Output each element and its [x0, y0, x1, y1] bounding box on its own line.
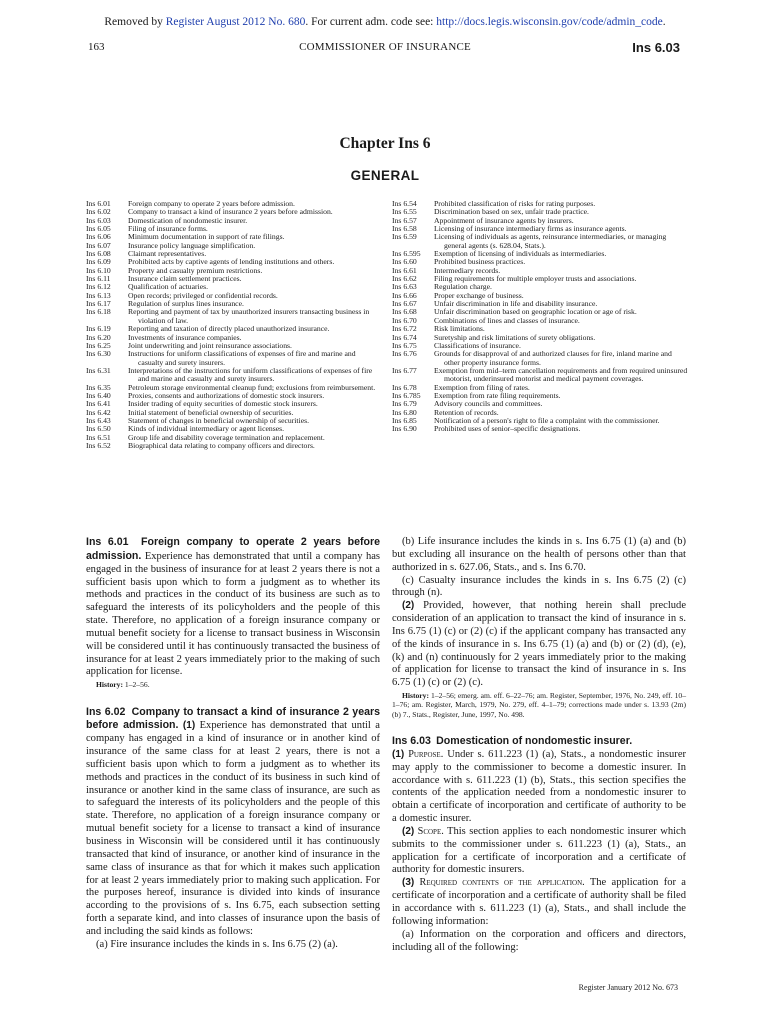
toc-entry-title: Company to transact a kind of insurance 2 years before admission. — [128, 207, 333, 217]
toc-entry-number: Ins 6.595 — [392, 249, 421, 259]
section-text: Experience has demonstrated that until a company has engaged in the business of insurance for at least 2 years there is not a sufficient basis upon which to form a judgment as to whether its methods and practices in the conduct of its business are such as to safeguard the interests of its policyholders and the people of this state. Therefore, no application of a foreign insurance company or mutual benefit society for a license to transact business in Wisconsin will be considered until it has continuously transacted the business of insurance for at least 2 years immediately prior to the making of such application for license. — [86, 550, 380, 678]
toc-entry-number: Ins 6.85 — [392, 415, 417, 425]
toc-entry-title: Regulation charge. — [434, 282, 492, 292]
notice-prefix: Removed by — [104, 16, 166, 28]
subsection-number: (2) — [402, 825, 415, 837]
toc-entry-title: Exemption from rate filing requirements. — [434, 390, 561, 400]
toc-entry-title: Licensing of individuals as agents, reinsurance intermediaries, or managing general agents (s. 628.04, Stats.). — [434, 232, 667, 250]
toc-entry-number: Ins 6.57 — [392, 215, 417, 225]
subsection-name: Required contents of the application. — [419, 877, 585, 889]
toc-entry-number: Ins 6.02 — [86, 207, 111, 217]
toc-right-column — [392, 200, 688, 434]
history-text: 1–2–56. — [124, 680, 150, 690]
toc-entry-number: Ins 6.59 — [392, 232, 417, 242]
toc-entry-number: Ins 6.66 — [392, 290, 417, 300]
toc-entry-number: Ins 6.12 — [86, 282, 111, 292]
toc-entry-number: Ins 6.11 — [86, 274, 111, 284]
toc-entry-title: Suretyship and risk limitations of surety obligations. — [434, 332, 596, 342]
notice-suffix: . — [662, 16, 666, 28]
toc-entry-title: Open records; privileged or confidential records. — [128, 290, 278, 300]
subsection-name: Scope. — [417, 825, 444, 837]
toc-entry-title: Interpretations of the instructions for uniform classifications of expenses of fire and marine and casualty and surety insurers. — [128, 365, 373, 384]
toc-entry-title: Instructions for uniform classifications of expenses of fire and marine and casualty and surety insurers. — [128, 349, 356, 367]
section-title: Company to transact a kind of insurance 2 years before admission. — [86, 705, 380, 732]
notice-middle: . For current adm. code see: — [305, 16, 437, 28]
toc-entry-number: Ins 6.58 — [392, 224, 417, 234]
toc-entry — [86, 367, 382, 384]
toc-entry-title: Unfair discrimination based on geographic location or age of risk. — [434, 307, 637, 317]
subsection-number: (1) — [182, 720, 196, 732]
history-label: History: — [96, 680, 123, 690]
register-footer: Register January 2012 No. 673 — [578, 983, 678, 992]
history-note — [86, 680, 380, 689]
toc-entry-title: Joint underwriting and joint reinsurance associations. — [128, 340, 292, 350]
toc-entry-number: Ins 6.01 — [86, 199, 111, 208]
chapter-title: Chapter Ins 6 — [339, 135, 431, 152]
body-right-column — [392, 536, 686, 954]
toc-entry-number: Ins 6.78 — [392, 382, 417, 392]
toc-entry-number: Ins 6.43 — [86, 415, 111, 425]
subsection-text: Provided, however, that nothing herein shall preclude consideration of an application to transact the kind of insurance in s. Ins 6.75 (1) (c) or (2) (c) if the applicant company has transacted any of the kinds of insurance in s. Ins 6.75 (1) (a) and (b) or (2) (d), (e), (k) and (n) continuously for 2 years immediately prior to the making of application for license to transact the kind of insurance in s. Ins 6.75 (1) (c) or (2) (c). — [392, 600, 686, 689]
toc-entry-title: Unfair discrimination in life and disability insurance. — [434, 299, 598, 309]
toc-entry-number: Ins 6.19 — [86, 324, 111, 334]
toc-entry-title: Reporting and taxation of directly placed unauthorized insurance. — [128, 324, 330, 334]
toc-entry-number: Ins 6.03 — [86, 215, 111, 225]
removal-notice — [0, 16, 770, 28]
toc-entry-title: Investments of insurance companies. — [128, 332, 242, 342]
toc-entry-title: Foreign company to operate 2 years before admission. — [128, 199, 295, 208]
toc-entry-title: Discrimination based on sex, unfair trade practice. — [434, 207, 589, 217]
toc-entry-title: Prohibited business practices. — [434, 257, 526, 267]
history-text: 1–2–56; emerg. am. eff. 6–22–76; am. Register, September, 1976, No. 249, eff. 10–1–76; am. Register, March, 1979, No. 279, eff. 4–1–79; corrections made under s. 13.93 (2m) (b) 7., Stats., Register, June, 1997, No. 498. — [392, 691, 686, 719]
subsection-text: This section applies to each nondomestic insurer which submits to the commissioner under s. 611.223 (1) (a), Stats., an application for a certificate of incorporation and a certificate of authority for domestic insurers. — [392, 825, 687, 876]
toc-entry-number: Ins 6.60 — [392, 257, 417, 267]
toc-entry-number: Ins 6.20 — [86, 332, 111, 342]
toc-entry-title: Advisory councils and committees. — [434, 399, 543, 409]
subsection-2 — [392, 826, 686, 877]
section-number: Ins 6.03 — [392, 735, 431, 748]
toc-left-column — [86, 200, 382, 450]
subsection-3 — [392, 877, 686, 928]
subsection-2 — [392, 600, 686, 690]
toc-entry-title: Prohibited acts by captive agents of lending institutions and others. — [128, 257, 335, 267]
section-reference: Ins 6.03 — [632, 40, 680, 55]
toc-entry-number: Ins 6.06 — [86, 232, 111, 242]
toc-entry-title: Intermediary records. — [434, 265, 501, 275]
toc-entry-number: Ins 6.80 — [392, 407, 417, 417]
toc-entry-number: Ins 6.61 — [392, 265, 417, 275]
toc-entry-title: Filing of insurance forms. — [128, 224, 208, 234]
toc-entry-number: Ins 6.63 — [392, 282, 417, 292]
toc-entry-number: Ins 6.13 — [86, 290, 111, 300]
toc-entry-title: Domestication of nondomestic insurer. — [128, 215, 248, 225]
toc-entry-title: Exemption from mid–term cancellation requirements and from required uninsured motorist, underinsured motorist and medical payment coverages. — [434, 365, 688, 384]
toc-entry-number: Ins 6.35 — [86, 382, 111, 392]
toc-entry-title: Exemption of licensing of individuals as intermediaries. — [434, 249, 607, 259]
toc-entry — [86, 308, 382, 325]
toc-entry-number: Ins 6.17 — [86, 299, 111, 309]
chapter-subtitle: GENERAL — [350, 168, 420, 183]
toc-entry-title: Kinds of individual intermediary or agent licenses. — [128, 424, 285, 434]
toc-entry-title: Petroleum storage environmental cleanup fund; exclusions from reimbursement. — [128, 382, 376, 392]
paragraph-c: (c) Casualty insurance includes the kinds in s. Ins 6.75 (2) (c) through (n). — [392, 574, 686, 599]
toc-entry-number: Ins 6.40 — [86, 390, 111, 400]
toc-entry-title: Proper exchange of business. — [434, 290, 524, 300]
toc-entry-number: Ins 6.55 — [392, 207, 417, 217]
paragraph-b: (b) Life insurance includes the kinds in s. Ins 6.75 (1) (a) and (b) but excluding all insurance on the health of persons other than that authorized in s. 627.06, Stats., and s. Ins 6.70. — [392, 536, 686, 573]
toc-entry — [86, 350, 382, 367]
toc-entry-number: Ins 6.90 — [392, 424, 417, 434]
toc-entry-number: Ins 6.62 — [392, 274, 417, 284]
toc-entry-title: Retention of records. — [434, 407, 499, 417]
toc-entry-title: Biographical data relating to company officers and directors. — [128, 440, 315, 450]
toc-entry-title: Insider trading of equity securities of domestic stock insurers. — [128, 399, 318, 409]
toc-entry-title: Minimum documentation in support of rate filings. — [128, 232, 285, 242]
toc-entry-number: Ins 6.50 — [86, 424, 111, 434]
toc-entry-title: Risk limitations. — [434, 324, 485, 334]
toc-entry-title: Qualification of actuaries. — [128, 282, 209, 292]
toc-entry-title: Reporting and payment of tax by unauthorized insurers transacting business in violation of law. — [128, 307, 370, 325]
toc-entry-title: Regulation of surplus lines insurance. — [128, 299, 244, 309]
toc-entry-number: Ins 6.05 — [86, 224, 111, 234]
toc-entry-title: Insurance policy language simplification. — [128, 240, 256, 250]
section-text: Experience has demonstrated that until a company has engaged in a kind of insurance or in another kind of insurance of the same class for at least 2 years, there is not a sufficient basis upon which to form a judgment as to whether its methods and practices in the conduct of its business in such kind of insurance or another kind in the same class of insurance, are such as to safeguard the interests of its policyholders and the people of this state. Therefore, no application of a foreign insurance company or mutual benefit society for a license to transact a kind of insurance business in Wisconsin will be considered until it has continuously transacted that kind of insurance, or another kind of insurance in the same class of insurance as that for which it makes such application for at least 2 years immediately prior to making such application. For the purposes hereof, insurance is divided into kinds of insurance according to the provisions of s. Ins 6.75, each subsection setting forth a separate kind, and into classes of insurance upon the basis of and including the said kinds as follows: — [86, 720, 380, 937]
admin-code-link[interactable]: http://docs.legis.wisconsin.gov/code/admin_code — [436, 16, 663, 28]
toc-entry-number: Ins 6.76 — [392, 349, 417, 359]
toc-entry — [86, 442, 382, 450]
toc-entry-number: Ins 6.18 — [86, 307, 111, 317]
toc-entry-number: Ins 6.79 — [392, 399, 417, 409]
toc-entry-number: Ins 6.25 — [86, 340, 111, 350]
toc-entry-title: Grounds for disapproval of and authorized clauses for fire, inland marine and other property insurance forms. — [434, 349, 672, 367]
toc-entry — [392, 233, 688, 250]
toc-entry-title: Proxies, consents and authorizations of domestic stock insurers. — [128, 390, 325, 400]
toc-entry-number: Ins 6.70 — [392, 315, 417, 325]
toc-entry-number: Ins 6.31 — [86, 365, 111, 375]
section-6-03 — [392, 735, 686, 749]
section-number: Ins 6.01 — [86, 536, 129, 548]
toc-entry-title: Combinations of lines and classes of insurance. — [434, 315, 580, 325]
paragraph-a: (a) Information on the corporation and officers and directors, including all of the following: — [392, 928, 686, 953]
body-left-column — [86, 536, 380, 952]
subsection-text: Under s. 611.223 (1) (a), Stats., a nondomestic insurer may apply to the commissioner to become a domestic insurer. In accordance with s. 611.223 (1) (b), Stats., this section specifies the contents of the application needed from a nondomestic insurer to obtain a certificate of incorporation and certificate of authority to be a domestic insurer. — [392, 748, 687, 825]
toc-entry-title: Notification of a person's right to file a complaint with the commissioner. — [434, 415, 660, 425]
toc-entry-number: Ins 6.77 — [392, 365, 417, 375]
toc-entry-title: Insurance claim settlement practices. — [128, 274, 242, 284]
toc-entry-title: Prohibited uses of senior–specific designations. — [434, 424, 581, 434]
section-6-02 — [86, 706, 380, 939]
subsection-name: Purpose. — [408, 748, 444, 760]
toc-entry-number: Ins 6.09 — [86, 257, 111, 267]
toc-entry-number: Ins 6.72 — [392, 324, 417, 334]
history-label: History: — [402, 691, 429, 701]
toc-entry-title: Claimant representatives. — [128, 249, 207, 259]
subsection-text: The application for a certificate of incorporation and a certificate of authority shall be filed in accordance with s. 611.223 (1) (a), Stats., and shall include the following information: — [392, 877, 686, 927]
toc-entry — [392, 367, 688, 384]
history-note — [392, 691, 686, 719]
section-number: Ins 6.02 — [86, 705, 126, 718]
register-link[interactable]: Register August 2012 No. 680 — [165, 16, 306, 28]
toc-entry-number: Ins 6.785 — [392, 390, 421, 400]
toc-entry-number: Ins 6.68 — [392, 307, 417, 317]
toc-entry-number: Ins 6.74 — [392, 332, 417, 342]
toc-entry-title: Statement of changes in beneficial ownership of securities. — [128, 415, 310, 425]
toc-entry-title: Prohibited classification of risks for rating purposes. — [434, 199, 596, 208]
page-number: 163 — [88, 41, 105, 53]
toc-entry-number: Ins 6.75 — [392, 340, 417, 350]
toc-entry-title: Property and casualty premium restrictions. — [128, 265, 263, 275]
subsection-number: (2) — [402, 600, 415, 612]
section-title: Domestication of nondomestic insurer. — [436, 735, 633, 748]
subsection-number: (3) — [402, 877, 415, 889]
toc-entry — [392, 350, 688, 367]
toc-entry-number: Ins 6.41 — [86, 399, 111, 409]
subsection-number: (1) — [392, 748, 405, 760]
section-6-01 — [86, 536, 380, 679]
toc-entry-title: Appointment of insurance agents by insurers. — [434, 215, 574, 225]
toc-entry-title: Licensing of insurance intermediary firms as insurance agents. — [434, 224, 627, 234]
toc-entry-number: Ins 6.10 — [86, 265, 111, 275]
toc-entry-number: Ins 6.07 — [86, 240, 111, 250]
toc-entry-title: Classifications of insurance. — [434, 340, 521, 350]
subsection-1 — [392, 749, 686, 826]
toc-entry-number: Ins 6.42 — [86, 407, 111, 417]
toc-entry-number: Ins 6.51 — [86, 432, 111, 442]
toc-entry — [392, 425, 688, 433]
toc-entry-number: Ins 6.30 — [86, 349, 111, 359]
paragraph-a: (a) Fire insurance includes the kinds in s. Ins 6.75 (2) (a). — [96, 938, 338, 950]
toc-entry-title: Filing requirements for multiple employer trusts and associations. — [434, 274, 637, 284]
toc-entry-title: Group life and disability coverage termination and replacement. — [128, 432, 325, 442]
section-title: Foreign company to operate 2 years before admission. — [86, 536, 381, 562]
toc-entry-title: Initial statement of beneficial ownership of securities. — [128, 407, 294, 417]
toc-entry-title: Exemption from filing of rates. — [434, 382, 530, 392]
toc-entry-number: Ins 6.54 — [392, 199, 417, 208]
toc-entry-number: Ins 6.52 — [86, 440, 111, 450]
toc-entry-number: Ins 6.67 — [392, 299, 417, 309]
running-head: COMMISSIONER OF INSURANCE — [299, 41, 471, 53]
toc-entry-number: Ins 6.08 — [86, 249, 111, 259]
